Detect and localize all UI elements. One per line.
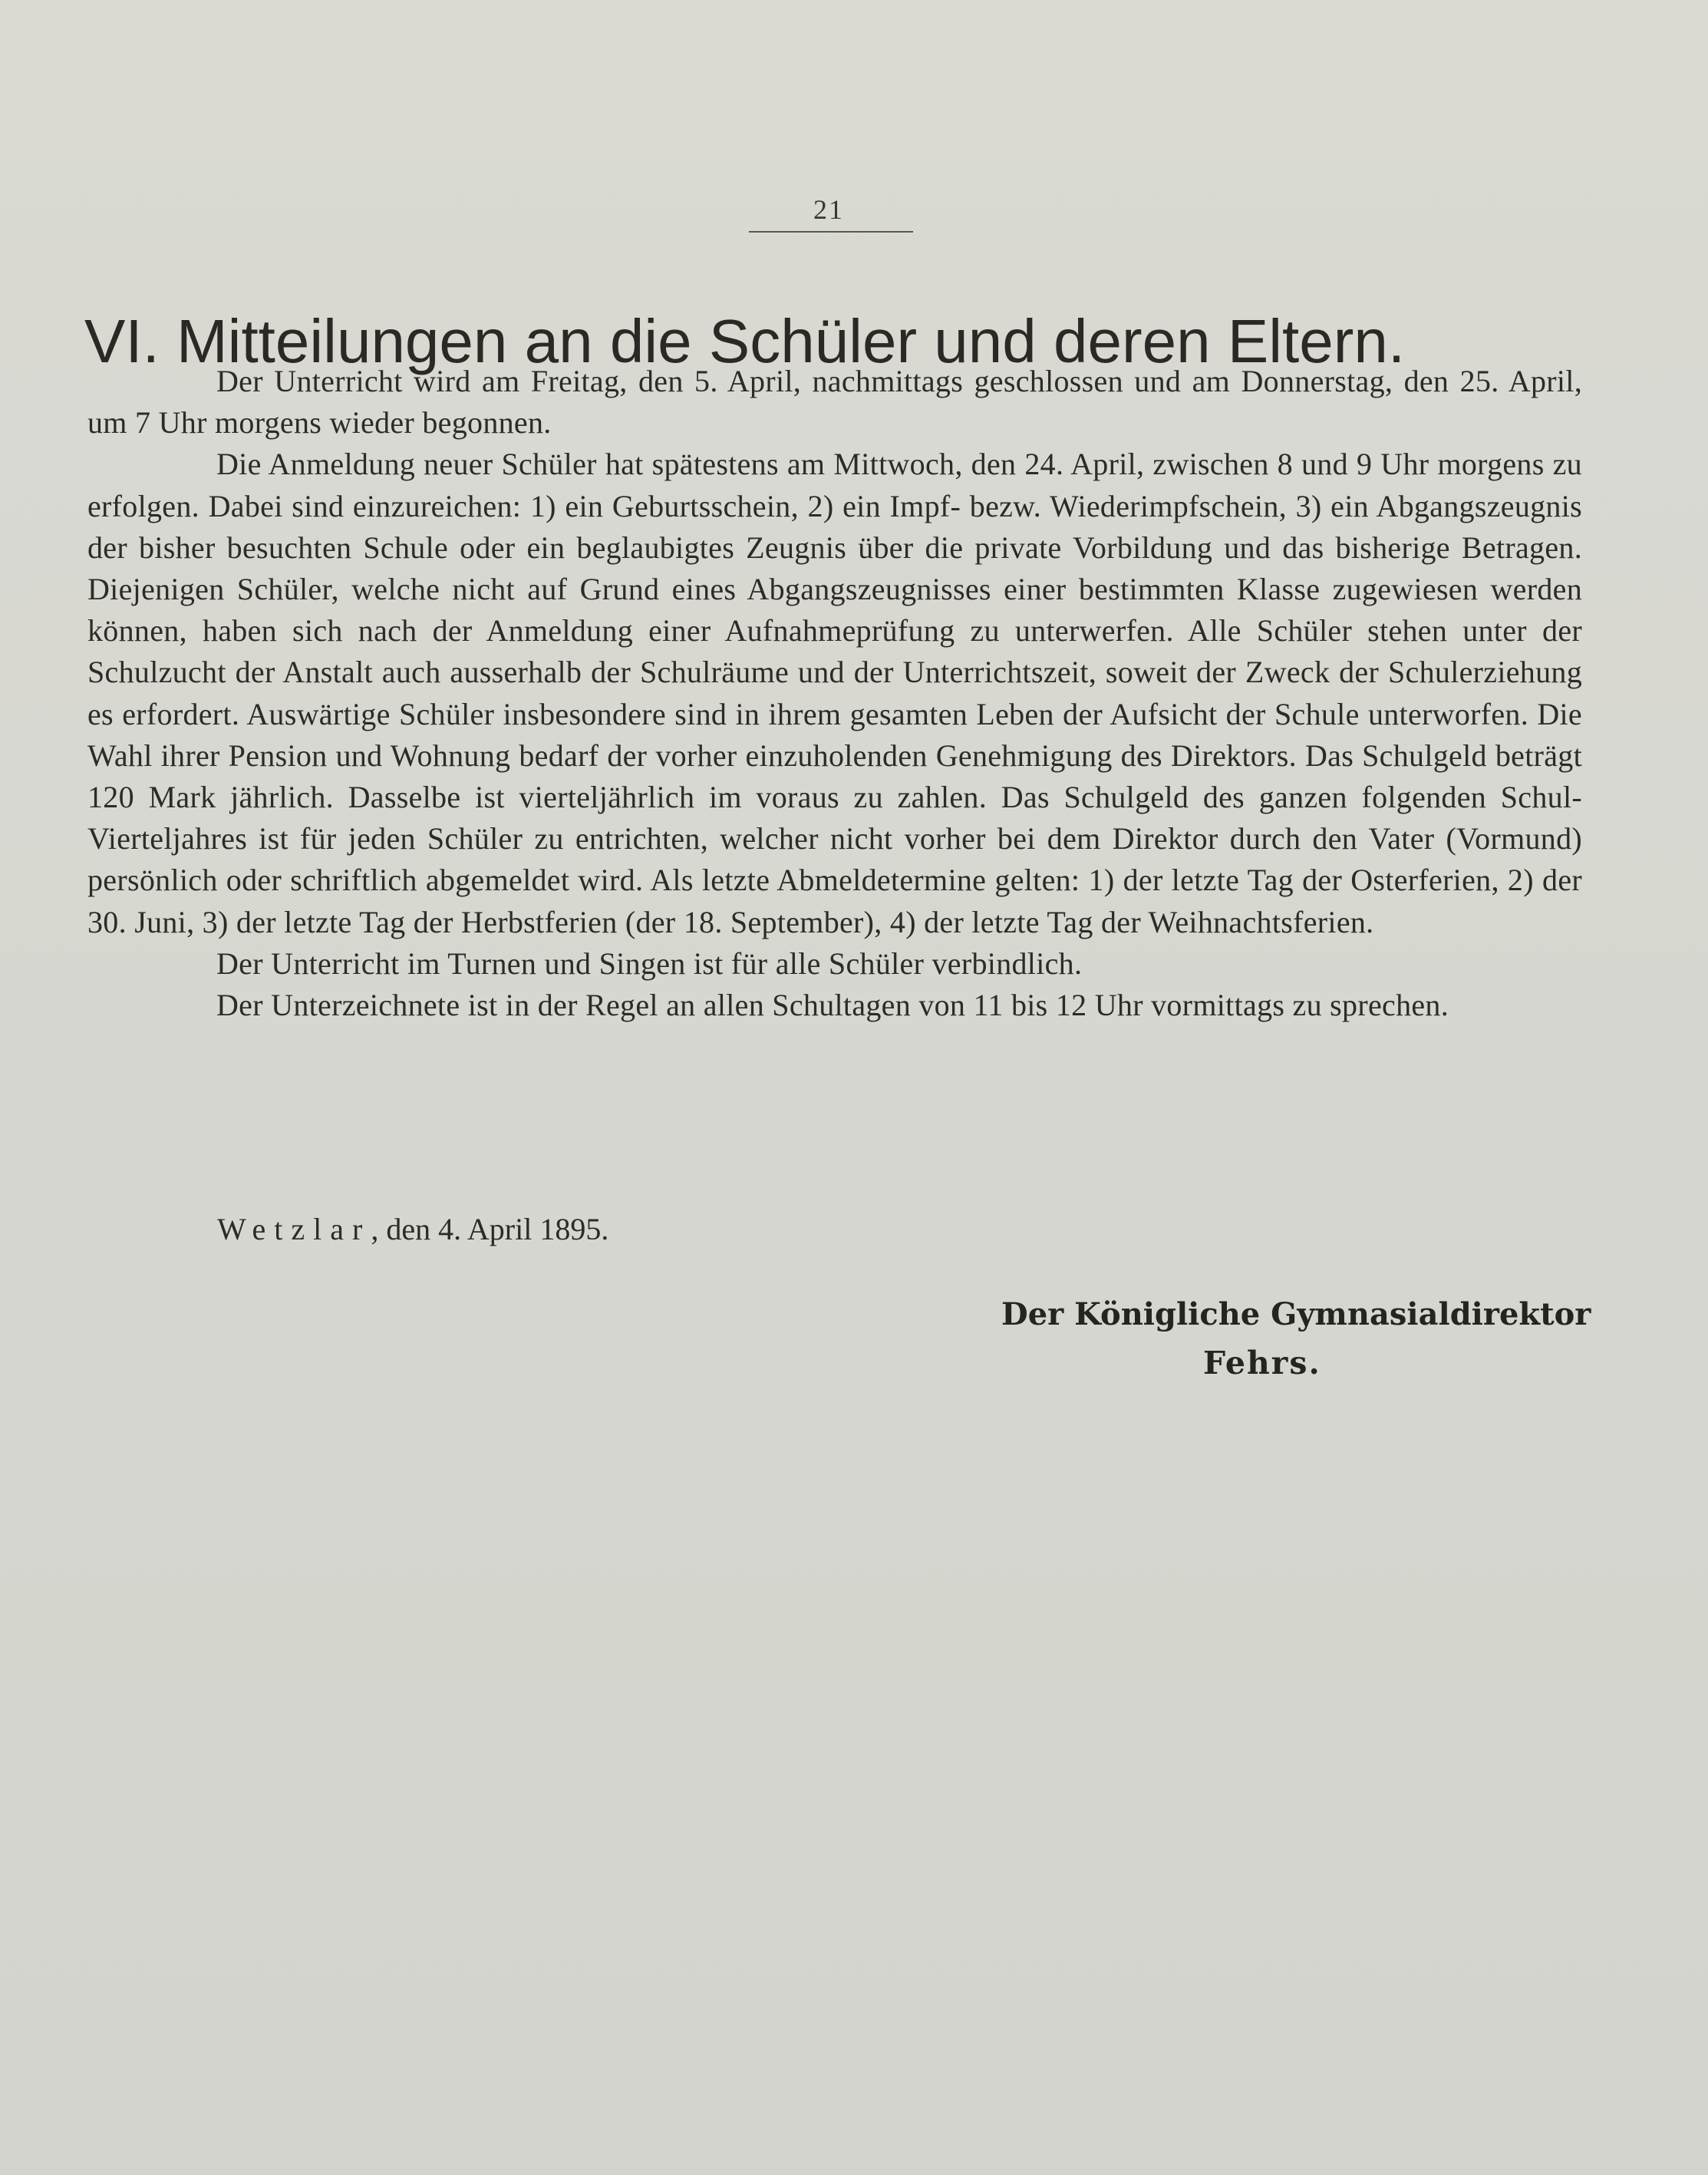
page-number: 21 [813, 194, 844, 225]
page-number-rule [749, 231, 913, 233]
paragraph-school-dates: Der Unterricht wird am Freitag, den 5. April, nachmittags geschlossen und am Donnerstag, den 25. April, um 7 Uhr morgens wieder begonnen. [87, 364, 1582, 441]
section-heading: VI. Mitteilungen an die Schüler und deren Eltern. [84, 306, 1406, 375]
dateline-date: , den 4. April 1895. [371, 1212, 609, 1246]
signature-name: Fehrs. [1203, 1345, 1321, 1381]
body-text [87, 361, 1582, 1026]
dateline [217, 1211, 608, 1247]
paragraph-office-hours: Der Unterzeichnete ist in der Regel an allen Schultagen von 11 bis 12 Uhr vormittags zu sprechen. [216, 988, 1449, 1023]
paragraph-registration: Die Anmeldung neuer Schüler hat spätestens am Mittwoch, den 24. April, zwischen 8 und 9 Uhr morgens zu erfolgen. Dabei sind einzureichen: 1) ein Geburtsschein, 2) ein Impf- bezw. Wiederimpfschein, 3) ein Abgangszeugnis der bisher besuchten Schule oder ein beglaubigtes Zeugnis über die private Vorbildung und das bisherige Betragen. Diejenigen Schüler, welche nicht auf Grund eines Abgangszeugnisses einer bestimmten Klasse zugewiesen werden können, haben sich nach der Anmeldung einer Aufnahmeprüfung zu unterwerfen. Alle Schüler stehen unter der Schulzucht der Anstalt auch ausserhalb der Schulräume und der Unterrichtszeit, soweit der Zweck der Schulerziehung es erfordert. Auswärtige Schüler insbesondere sind in ihrem gesamten Leben der Aufsicht der Schule unterworfen. Die Wahl ihrer Pension und Wohnung bedarf der vorher einzuholenden Genehmigung des Direktors. Das Schulgeld beträgt 120 Mark jährlich. Dasselbe ist vierteljährlich im voraus zu zahlen. Das Schulgeld des ganzen folgenden Schul-Vierteljahres ist für jeden Schüler zu entrichten, welcher nicht vorher bei dem Direktor durch den Vater (Vormund) persönlich oder schriftlich abgemeldet wird. Als letzte Abmeldetermine gelten: 1) der letzte Tag der Osterferien, 2) der 30. Juni, 3) der letzte Tag der Herbstferien (der 18. September), 4) der letzte Tag der Weihnachtsferien. [87, 447, 1582, 939]
dateline-place: Wetzlar [217, 1212, 371, 1246]
paragraph-gymnastics-singing: Der Unterricht im Turnen und Singen ist für alle Schüler verbindlich. [216, 946, 1083, 981]
signature-title: Der Königliche Gymnasialdirektor [1001, 1296, 1591, 1332]
